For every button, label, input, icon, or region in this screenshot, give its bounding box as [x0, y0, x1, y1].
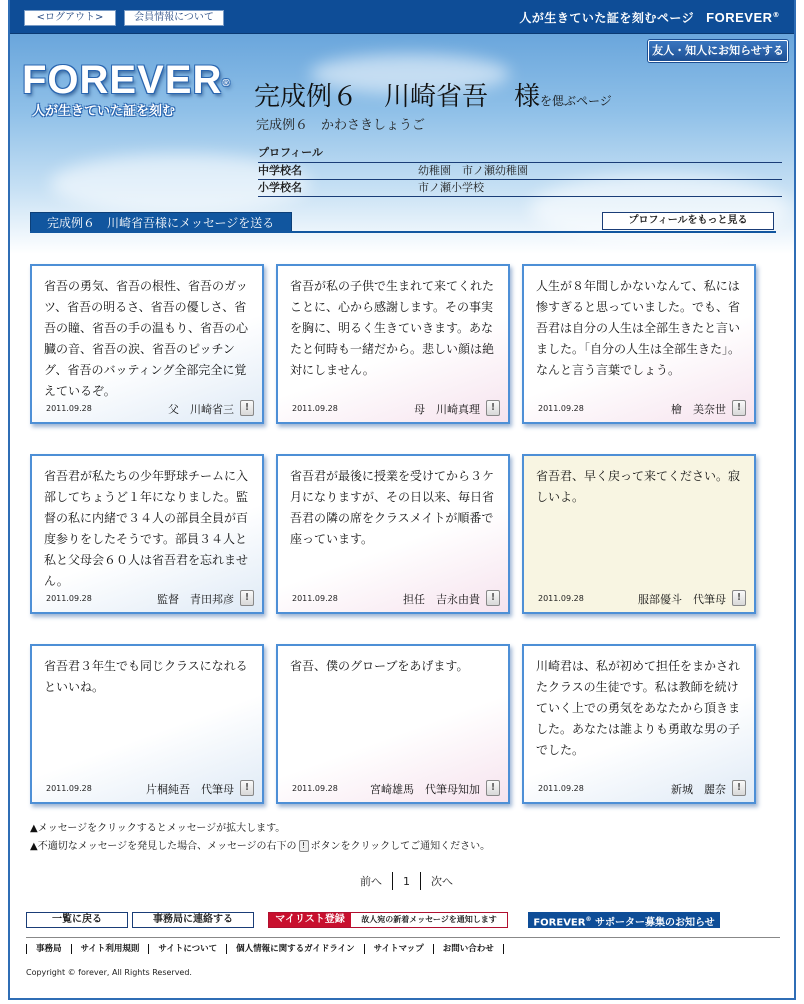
logout-button[interactable]: <ログアウト> [24, 10, 116, 26]
message-text: 省吾君３年生でも同じクラスになれるといいね。 [44, 659, 248, 694]
message-date: 2011.09.28 [46, 404, 92, 413]
message-author: 父 川崎省三 [168, 403, 234, 416]
message-date: 2011.09.28 [538, 404, 584, 413]
member-info-button[interactable]: 会員情報について [124, 10, 224, 26]
message-card[interactable] [522, 644, 756, 804]
title-suffix: を偲ぶページ [540, 94, 612, 108]
message-author: 母 川崎真理 [414, 403, 480, 416]
message-card[interactable] [276, 454, 510, 614]
footer-link-terms[interactable]: サイト利用規則 [71, 944, 149, 954]
report-icon[interactable]: ! [486, 780, 500, 796]
supporter-text: サポーター募集のお知らせ [591, 917, 715, 929]
contact-office-button[interactable]: 事務局に連絡する [132, 912, 254, 928]
message-footer [32, 776, 262, 802]
message-author: 宮崎雄馬 代筆母知加 [370, 783, 480, 796]
note-text: ▲不適切なメッセージを発見した場合、メッセージの右下の [30, 841, 297, 852]
message-date: 2011.09.28 [538, 594, 584, 603]
message-card[interactable] [522, 454, 756, 614]
note-line [30, 838, 490, 856]
profile-value: 幼稚園 市ノ瀬幼稚園 [418, 164, 528, 177]
profile-heading: プロフィール [258, 144, 782, 163]
message-text: 省吾の勇気、省吾の根性、省吾のガッツ、省吾の明るさ、省吾の優しさ、省吾の瞳、省吾の手の温もり、省吾の心臓の音、省吾の涙、省吾のピッチング、省吾のバッティング全部完全に覚えているぞ。 [44, 279, 249, 398]
name-reading: 完成例６ かわさきしょうご [256, 118, 426, 133]
message-footer [524, 396, 754, 422]
supporter-recruit-button[interactable] [528, 912, 720, 928]
report-icon[interactable]: ! [240, 590, 254, 606]
footer-link-sitemap[interactable]: サイトマップ [364, 944, 433, 954]
message-card[interactable] [522, 264, 756, 424]
pagination [350, 872, 463, 890]
logo-mark: ® [222, 78, 231, 89]
message-text: 省吾が私の子供で生まれて来てくれたことに、心から感謝します。その事実を胸に、明るく生きていきます。あなたと何時も一緒だから。悲しい顔は絶対にしません。 [290, 279, 495, 377]
message-footer [278, 396, 508, 422]
message-text: 省吾君、早く戻って来てください。寂しいよ。 [536, 469, 741, 504]
back-to-list-button[interactable]: 一覧に戻る [26, 912, 128, 928]
top-tagline [519, 9, 780, 26]
message-date: 2011.09.28 [292, 594, 338, 603]
top-bar [10, 0, 794, 34]
current-page: 1 [403, 874, 410, 888]
logo-word [22, 58, 231, 102]
profile-value: 市ノ瀬小学校 [418, 181, 484, 194]
message-card[interactable] [30, 264, 264, 424]
divider [30, 231, 776, 233]
profile-key: 中学校名 [258, 164, 302, 177]
message-text: 人生が８年間しかないなんて、私には惨すぎると思っていました。でも、省吾君は自分の人生は全部生きたと言いました。「自分の人生は全部生きた」。なんと言う言葉でしょう。 [536, 279, 741, 377]
supporter-brand: FOREVER [533, 917, 586, 929]
message-date: 2011.09.28 [292, 404, 338, 413]
more-profile-button[interactable]: プロフィールをもっと見る [602, 212, 774, 230]
message-author: 片桐純吾 代筆母 [146, 783, 234, 796]
prev-page-link[interactable]: 前へ [360, 875, 382, 888]
logo-subtitle: 人が生きていた証を刻む [32, 104, 176, 119]
message-footer [32, 586, 262, 612]
message-footer [32, 396, 262, 422]
report-icon[interactable]: ! [240, 780, 254, 796]
notify-friends-button[interactable]: 友人・知人にお知らせする [648, 40, 788, 62]
profile-table [258, 144, 782, 197]
mylist-register-button[interactable] [268, 912, 508, 928]
footer-link-privacy[interactable]: 個人情報に関するガイドライン [226, 944, 364, 954]
copyright: Copyright © forever, All Rights Reserved. [26, 968, 192, 977]
message-author: 服部優斗 代筆母 [638, 593, 726, 606]
message-text: 省吾君が最後に授業を受けてから３ケ月になりますが、その日以来、毎日省吾君の隣の席をクラスメイトが順番で座っています。 [290, 469, 495, 546]
report-icon[interactable]: ! [486, 400, 500, 416]
footer-link-about[interactable]: サイトについて [148, 944, 226, 954]
profile-key: 小学校名 [258, 181, 302, 194]
message-author: 新城 麗奈 [671, 783, 726, 796]
message-footer [524, 586, 754, 612]
report-icon[interactable]: ! [240, 400, 254, 416]
report-icon[interactable]: ! [732, 780, 746, 796]
page-title [254, 76, 612, 113]
mylist-description: 故人宛の新着メッセージを通知します [351, 913, 507, 927]
supporter-mark: ® [585, 916, 592, 923]
tagline-text: 人が生きていた証を刻むページ [519, 11, 695, 25]
message-card[interactable] [30, 454, 264, 614]
report-icon: ! [299, 840, 309, 852]
note-text: ボタンをクリックしてご通知ください。 [310, 841, 491, 852]
report-icon[interactable]: ! [732, 590, 746, 606]
footer-link-office[interactable]: 事務局 [26, 944, 71, 954]
tagline-brand: FOREVER [706, 10, 773, 25]
message-date: 2011.09.28 [46, 594, 92, 603]
send-message-button[interactable]: 完成例６ 川崎省吾様にメッセージを送る [30, 212, 292, 232]
message-date: 2011.09.28 [538, 784, 584, 793]
tagline-brand-mark: ® [772, 11, 780, 19]
usage-notes [30, 820, 490, 856]
message-date: 2011.09.28 [46, 784, 92, 793]
next-page-link[interactable]: 次へ [431, 875, 453, 888]
message-footer [278, 776, 508, 802]
message-date: 2011.09.28 [292, 784, 338, 793]
footer-divider [26, 937, 780, 938]
footer-link-contact[interactable]: お問い合わせ [433, 944, 504, 954]
message-text: 省吾君が私たちの少年野球チームに入部してちょうど１年になりました。監督の私に内緒で３４人の部員全員が百度参りをしたそうです。部員３４人と私と父母会６０人は省吾君を忘れません。 [44, 469, 249, 588]
note-line: ▲メッセージをクリックするとメッセージが拡大します。 [30, 823, 286, 834]
message-card[interactable] [276, 644, 510, 804]
report-icon[interactable]: ! [486, 590, 500, 606]
profile-row [258, 180, 782, 197]
message-author: 監督 青田邦彦 [157, 593, 234, 606]
forever-logo[interactable] [22, 58, 231, 119]
report-icon[interactable]: ! [732, 400, 746, 416]
message-card[interactable] [30, 644, 264, 804]
message-author: 檜 美奈世 [671, 403, 726, 416]
page-frame [8, 0, 796, 1000]
mylist-label: マイリスト登録 [269, 913, 351, 927]
sky-header [10, 34, 794, 254]
message-card[interactable] [276, 264, 510, 424]
title-main: 完成例６ 川崎省吾 様 [254, 82, 541, 112]
footer-links [26, 944, 504, 954]
message-footer [524, 776, 754, 802]
message-text: 省吾、僕のグローブをあげます。 [290, 659, 469, 673]
logo-word-text: FOREVER [22, 58, 223, 102]
profile-row [258, 163, 782, 180]
message-footer [278, 586, 508, 612]
message-text: 川崎君は、私が初めて担任をまかされたクラスの生徒です。私は教師を続けていく上での勇気をあなたから頂きました。あなたは誰よりも勇敢な男の子でした。 [536, 659, 741, 757]
message-author: 担任 吉永由貴 [403, 593, 480, 606]
